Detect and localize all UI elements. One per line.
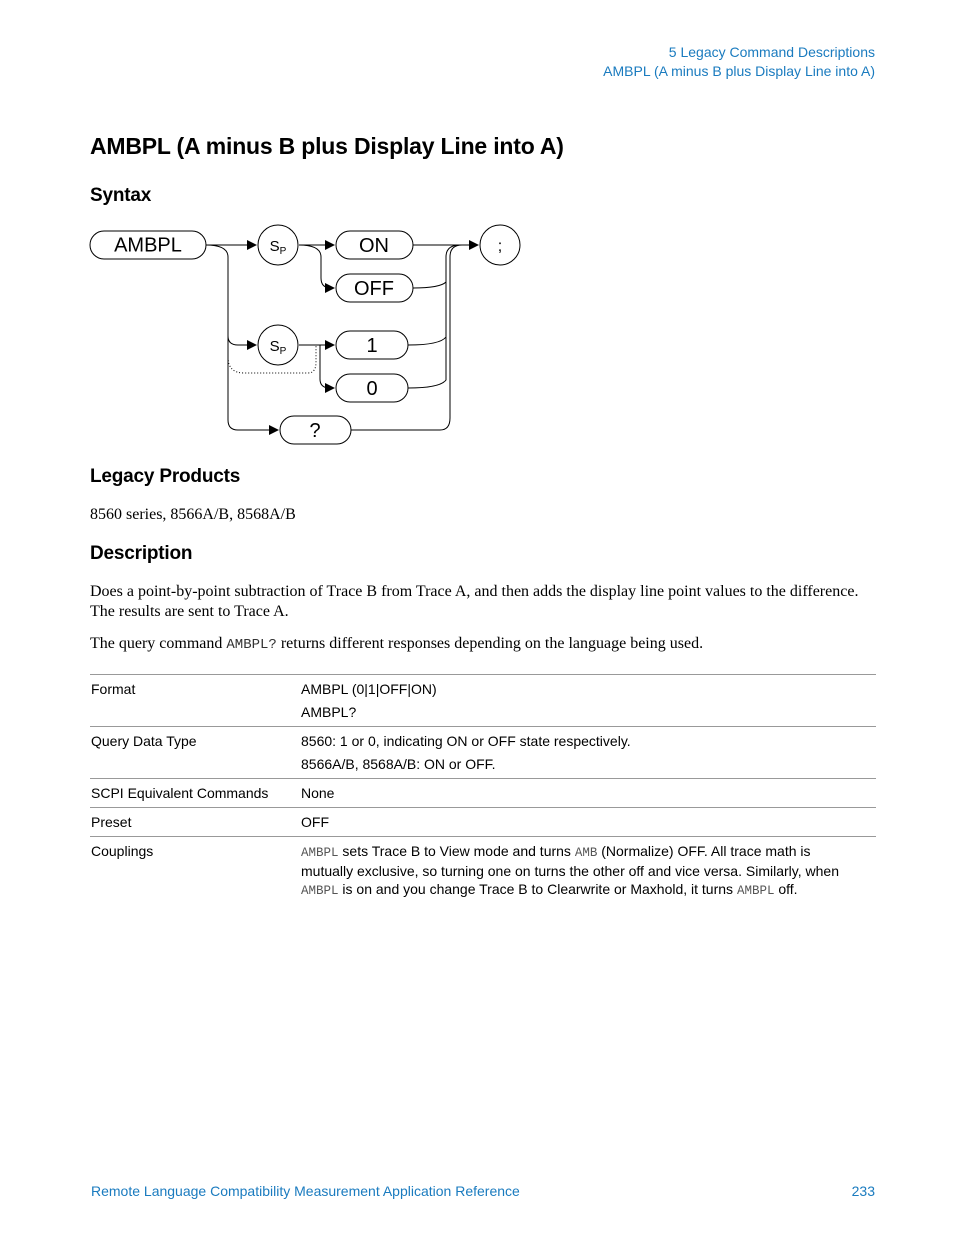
format-line-2: AMBPL? [301, 704, 357, 720]
scpi-value: None [300, 779, 876, 808]
couplings-text-4: off. [774, 881, 798, 897]
couplings-code-1: AMBPL [301, 846, 339, 860]
description-paragraph: Does a point-by-point subtraction of Trace B from Trace A, and then adds the display line point values to the difference. The results are sent to Trace A. [90, 583, 859, 620]
one-label: 1 [366, 335, 378, 357]
query-data-type-label: Query Data Type [90, 727, 300, 779]
query-paragraph [90, 634, 870, 655]
couplings-code-3: AMBPL [301, 884, 339, 898]
legacy-products-heading: Legacy Products [90, 466, 241, 487]
running-header-section: AMBPL (A minus B plus Display Line into A) [603, 63, 875, 79]
format-value [300, 675, 876, 727]
description-heading: Description [90, 543, 193, 564]
preset-label: Preset [90, 808, 300, 837]
couplings-text-1: sets Trace B to View mode and turns [338, 843, 575, 859]
running-header-chapter: 5 Legacy Command Descriptions [668, 44, 875, 60]
zero-label: 0 [366, 378, 378, 400]
query-data-type-line-1: 8560: 1 or 0, indicating ON or OFF state respectively. [301, 733, 631, 749]
legacy-products-text: 8560 series, 8566A/B, 8568A/B [90, 506, 296, 523]
space-symbol-2: $S_P$ [269, 338, 287, 357]
scpi-label: SCPI Equivalent Commands [90, 779, 300, 808]
query-data-type-line-2: 8566A/B, 8568A/B: ON or OFF. [301, 756, 496, 772]
query-data-type-value [300, 727, 876, 779]
off-label: OFF [354, 278, 394, 300]
preset-value: OFF [300, 808, 876, 837]
couplings-code-2: AMB [574, 846, 598, 860]
couplings-text-3: is on and you change Trace B to Clearwrite or Maxhold, it turns [338, 881, 737, 897]
query-text-after: returns different responses depending on the language being used. [276, 635, 704, 652]
table-row [90, 837, 876, 906]
syntax-diagram [88, 222, 528, 452]
query-text-before: The query command [90, 635, 227, 652]
page-number: 233 [851, 1183, 875, 1199]
couplings-value [300, 837, 876, 906]
format-line-1: AMBPL (0|1|OFF|ON) [301, 681, 437, 697]
space-symbol-1: $S_P$ [269, 238, 287, 257]
table-row [90, 779, 876, 808]
terminator-label: ; [497, 238, 503, 255]
on-label: ON [359, 235, 389, 257]
query-label: ? [309, 420, 321, 442]
table-row [90, 808, 876, 837]
couplings-text-2: (Normalize) OFF. All trace math is mutually exclusive, so turning one on turns the other off and vice versa. Similarly, when [301, 843, 839, 879]
couplings-label: Couplings [91, 843, 154, 859]
syntax-heading: Syntax [90, 185, 152, 206]
footer-document-title: Remote Language Compatibility Measurement Application Reference [91, 1183, 520, 1199]
table-row [90, 727, 876, 779]
page-title: AMBPL (A minus B plus Display Line into A) [90, 133, 564, 159]
query-command-code: AMBPL? [226, 637, 277, 653]
couplings-code-4: AMBPL [736, 884, 775, 898]
format-label: Format [90, 675, 300, 727]
command-label: AMBPL [114, 234, 182, 257]
table-row [90, 675, 876, 727]
command-details-table [90, 674, 876, 905]
